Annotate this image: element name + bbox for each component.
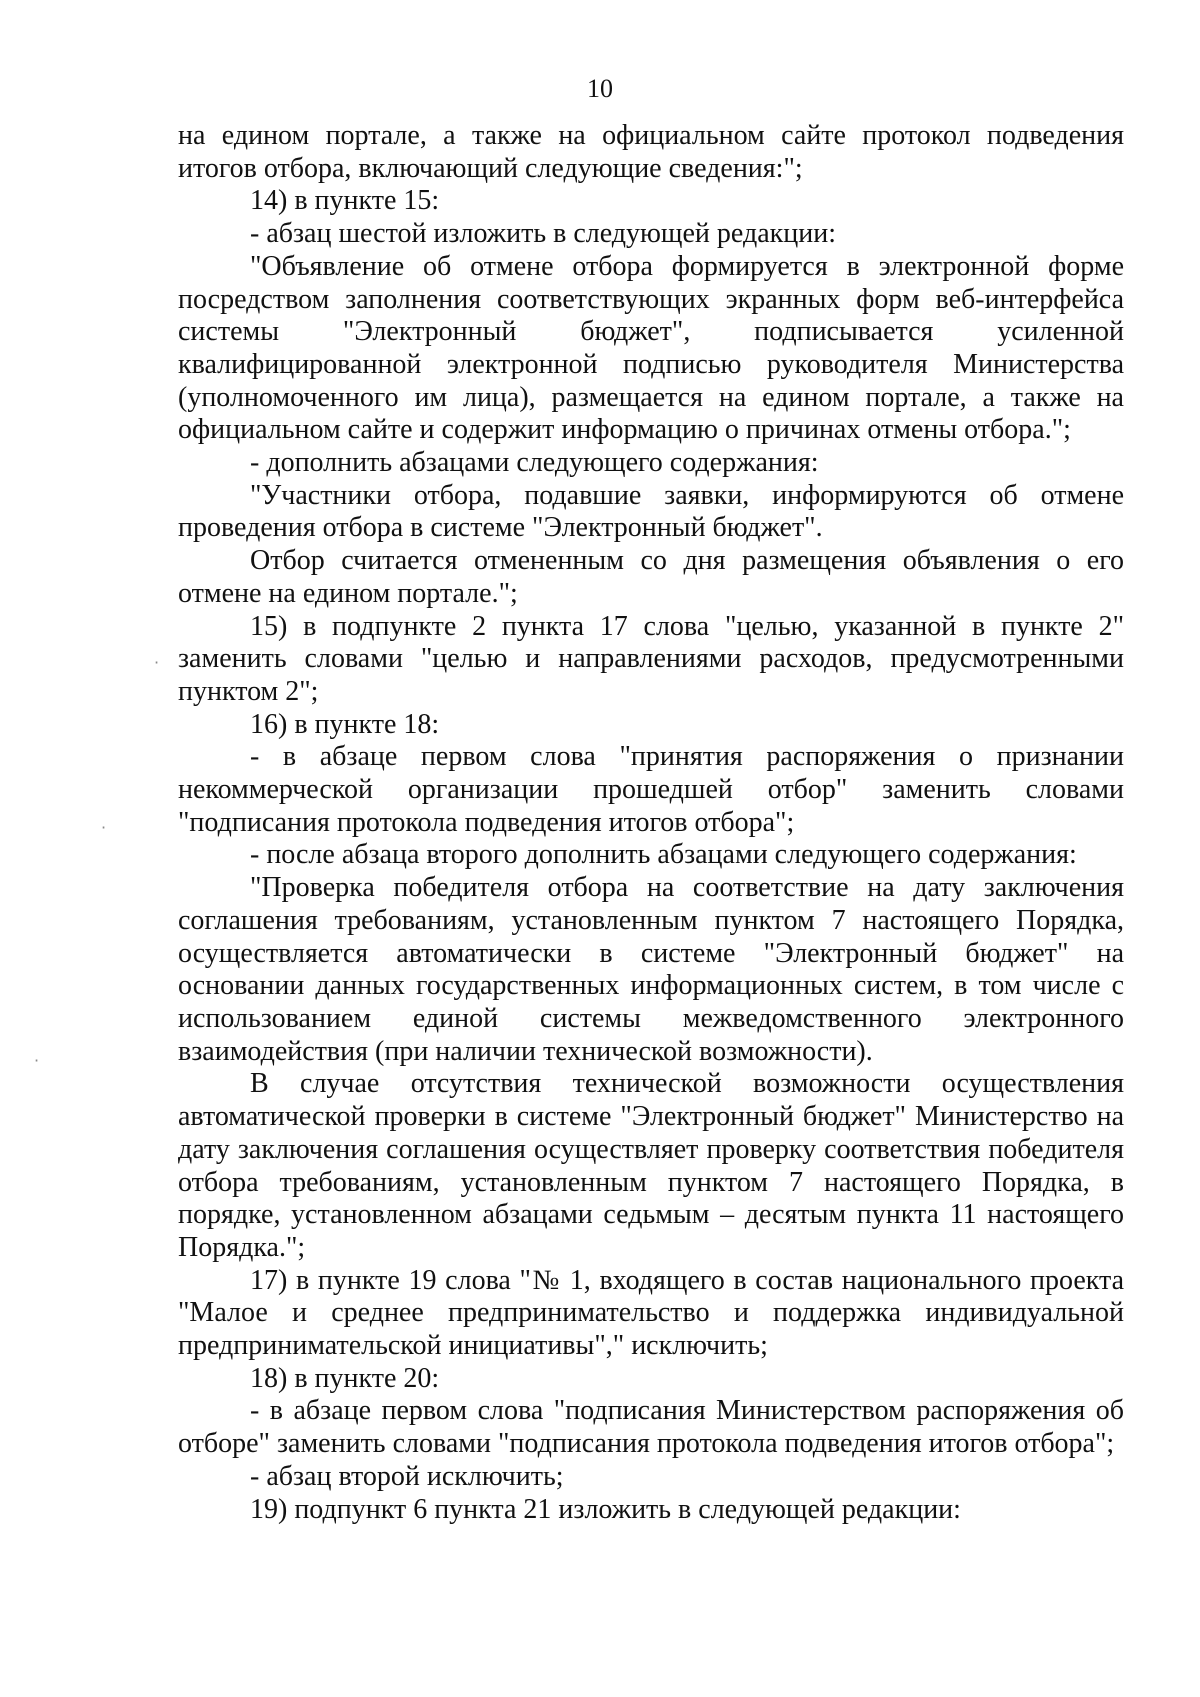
paragraph-4: "Объявление об отмене отбора формируется в электронной форме посредством заполнения соответствующих экранных форм веб-интерфейса системы "Электронный бюджет", подписывается усиленной квалифицированной электронной подписью руководителя Министерства (уполномоченного им лица), размещается на едином портале, а также на официальном сайте и содержит информацию о причинах отмены отбора.";	[178, 250, 1124, 446]
scan-dust-mark: ·	[34, 1051, 40, 1070]
paragraph-12: "Проверка победителя отбора на соответствие на дату заключения соглашения требованиям, установленным пунктом 7 настоящего Порядка, осуществляется автоматически в системе "Электронный бюджет" на основании данных государственных информационных систем, в том числе с использованием единой системы межведомственного электронного взаимодействия (при наличии технической возможности).	[178, 872, 1124, 1067]
page-number: 10	[587, 74, 613, 103]
scan-dust-mark: ·	[154, 653, 160, 672]
paragraph-6: "Участники отбора, подавшие заявки, информируются об отмене проведения отбора в системе "Электронный бюджет".	[178, 479, 1124, 544]
paragraph-13: В случае отсутствия технической возможности осуществления автоматической проверки в системе "Электронный бюджет" Министерство на дату заключения соглашения осуществляет проверку соответствия победителя отбора требованиям, установленным пунктом 7 настоящего Порядка, в порядке, установленном абзацами седьмым – десятым пункта 11 настоящего Порядка.";	[178, 1068, 1124, 1263]
paragraph-1: на едином портале, а также на официальном сайте протокол подведения итогов отбора, включающий следующие сведения:";	[178, 120, 1124, 184]
paragraph-14: 17) в пункте 19 слова "№ 1, входящего в состав национального проекта "Малое и среднее предпринимательство и поддержка индивидуальной предпринимательской инициативы"," исключить;	[178, 1264, 1124, 1362]
paragraph-11: - после абзаца второго дополнить абзацами следующего содержания:	[250, 839, 1077, 871]
scan-dust-mark: ·	[101, 818, 107, 837]
paragraph-8: 15) в подпункте 2 пункта 17 слова "целью, указанной в пункте 2" заменить словами "целью и направлениями расходов, предусмотренными пунктом 2";	[178, 610, 1124, 707]
paragraph-7: Отбор считается отмененным со дня размещения объявления о его отмене на едином портале.";	[178, 545, 1124, 609]
paragraph-18: 19) подпункт 6 пункта 21 изложить в следующей редакции:	[250, 1493, 961, 1525]
paragraph-2: 14) в пункте 15:	[250, 185, 440, 217]
paragraph-15: 18) в пункте 20:	[250, 1362, 440, 1394]
paragraph-9: 16) в пункте 18:	[250, 708, 440, 740]
paragraph-10: - в абзаце первом слова "принятия распоряжения о признании некоммерческой организации прошедшей отбор" заменить словами "подписания протокола подведения итогов отбора";	[178, 741, 1124, 838]
paragraph-16: - в абзаце первом слова "подписания Министерством распоряжения об отборе" заменить словами "подписания протокола подведения итогов отбора";	[178, 1395, 1124, 1460]
paragraph-17: - абзац второй исключить;	[250, 1460, 564, 1492]
paragraph-3: - абзац шестой изложить в следующей редакции:	[250, 218, 836, 250]
document-body	[178, 120, 1124, 1526]
paragraph-5: - дополнить абзацами следующего содержания:	[250, 447, 819, 479]
